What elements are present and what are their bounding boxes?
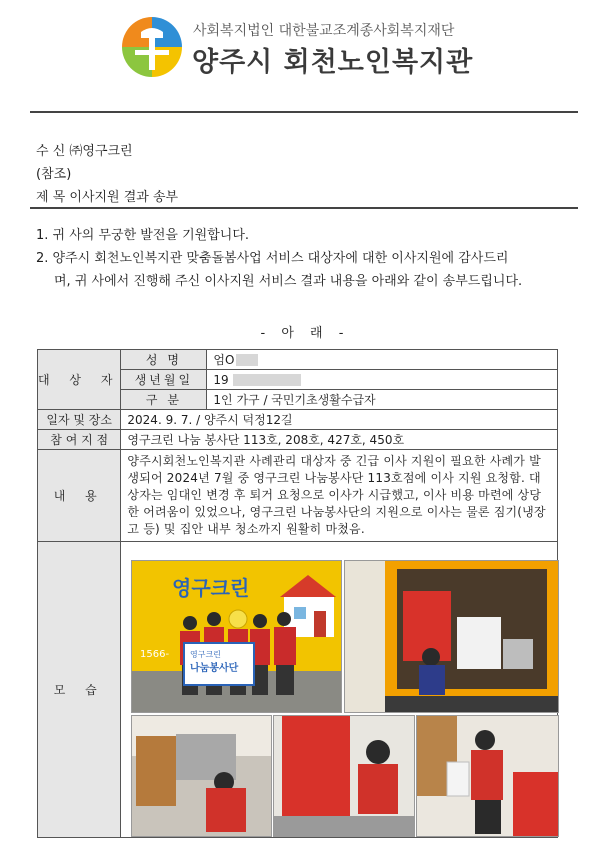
photo-cleaning [416, 715, 559, 837]
participants-label: 참 여 지 점 [38, 430, 121, 450]
date-place-label: 일자 및 장소 [38, 410, 121, 430]
photo-volunteers-group [131, 560, 342, 713]
banner-subtitle: 나눔봉사단 [190, 663, 239, 674]
type-value: 1인 가구 / 국민기초생활수급자 [207, 390, 558, 410]
truck-brand-text: 영구크린 [172, 576, 250, 600]
redaction-mask [236, 354, 258, 366]
birth-value: 19 [207, 370, 558, 390]
paragraph-2 [36, 247, 574, 293]
header-divider [30, 111, 578, 113]
truck-number: 1566- [140, 649, 170, 660]
type-label: 구 분 [121, 390, 207, 410]
content-value: 양주시회천노인복지관 사례관리 대상자 중 긴급 이사 지원이 필요한 사례가 발생되어 2024년 7월 중 영구크린 나눔봉사단 113호점에 이사 지원 요청함. 대상자는 임대인 변경 후 퇴거 요청으로 이사가 시급했고, 이사 비용 마련에 상당한 어려움이 있었으나, 영구크린 나눔봉사단의 지원으로 이사는 물론 짐기(냉장고 등) 및 집안 내부 청소까지 원활히 마쳤음. [121, 450, 558, 542]
subject-divider [30, 207, 578, 209]
participants-value: 영구크린 나눔 봉사단 113호, 208호, 427호, 450호 [121, 430, 558, 450]
photo-moving-fridge [273, 715, 415, 837]
birth-label: 생년월일 [121, 370, 207, 390]
content-label: 내 용 [38, 450, 121, 542]
subject-label: 대 상 자 [38, 350, 121, 410]
photo-loading-truck [344, 560, 559, 713]
paragraph-2-continuation: 며, 귀 사에서 진행해 주신 이사지원 서비스 결과 내용을 아래와 같이 송부드립니다. [54, 274, 523, 289]
photo-carrying-box [131, 715, 272, 837]
subject-line: 제 목 이사지원 결과 송부 [36, 190, 179, 205]
paragraph-2-first-line: 2. 양주시 회천노인복지관 맞춤돌봄사업 서비스 대상자에 대한 이사지원에 감사드리 [36, 251, 509, 266]
date-place-value: 2024. 9. 7. / 양주시 덕정12길 [121, 410, 558, 430]
photos-label: 모 습 [38, 542, 121, 838]
name-value: 엄O [207, 350, 558, 370]
recipient-line: 수 신 ㈜영구크린 [36, 144, 133, 159]
banner-title: 영구크린 [190, 650, 221, 659]
welfare-center-logo [119, 14, 185, 80]
reference-line: (참조) [36, 167, 72, 182]
notice-heading: - 아 래 - [260, 326, 350, 341]
name-label: 성 명 [121, 350, 207, 370]
org-affiliation: 사회복지법인 대한불교조계종사회복지재단 [193, 23, 455, 39]
org-name: 양주시 회천노인복지관 [192, 47, 474, 78]
paragraph-1: 1. 귀 사의 무궁한 발전을 기원합니다. [36, 228, 250, 243]
redaction-mask [233, 374, 301, 386]
